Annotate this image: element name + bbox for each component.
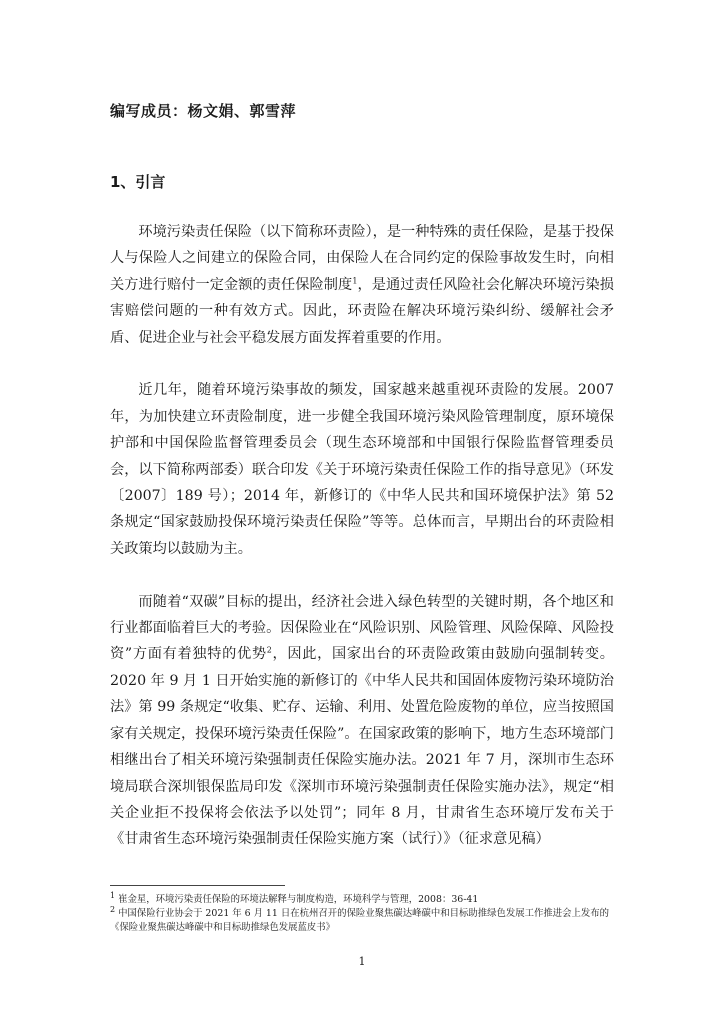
paragraph-3-text: 而随着“双碳”目标的提出，经济社会进入绿色转型的关键时期，各个地区和行业都面临着巨大的考验。因保险业在“风险识别、风险管理、风险保障、风险投资”方面有着独特的优势 xyxy=(110,593,614,663)
paragraph-2: 近几年，随着环境污染事故的频发，国家越来越重视环责险的发展。2007年，为加快建立环责险制度，进一步健全我国环境污染风险管理制度，原环境保护部和中国保险监督管理委员会（现生态环境部和中国银行保险监督管理委员会，以下简称两部委）联合印发《关于环境污染责任保险工作的指导意见》（环发〔2007〕189 号）；2014 年，新修订的《中华人民共和国环境保护法》第 52 条规定“国家鼓励投保环境污染责任保险”等等。总体而言，早期出台的环责险相关政策均以鼓励为主。 xyxy=(110,382,614,557)
footnote-1 xyxy=(110,890,620,907)
page-number: 1 xyxy=(358,955,366,968)
footnote-ref-1: 1 xyxy=(352,276,358,286)
footnote-1-text: 崔金星，环境污染责任保险的环境法解释与制度构造，环境科学与管理，2008：36-41 xyxy=(118,894,479,905)
paragraph-1 xyxy=(110,219,614,351)
footnote-2 xyxy=(110,904,620,935)
paragraph-3-text-continued: ，因此，国家出台的环责险政策由鼓励向强制转变。2020 年 9 月 1 日开始实施的新修订的《中华人民共和国固体废物污染环境防治法》第 99 条规定“收集、贮存、运输、利用、处置危险废物的单位，应当按照国家有关规定，投保环境污染责任保险”。在国家政策的影响下，地方生态环境部门相继出台了相关环境污染强制责任保险实施办法。2021 年 7 月，深圳市生态环境局联合深圳银保监局印发《深圳市环境污染强制责任保险实施办法》，规定“相关企业拒不投保将会依法予以处罚”；同年 8 月，甘肃省生态环境厅发布关于《甘肃省生态环境污染强制责任保险实施方案（试行）》（征求意见稿） xyxy=(110,646,614,848)
body-text xyxy=(110,219,614,879)
footnote-1-number: 1 xyxy=(110,890,116,900)
footnote-2-text: 中国保险行业协会于 2021 年 6 月 11 日在杭州召开的保险业聚焦碳达峰碳中和目标助推绿色发展工作推进会上发布的《保险业聚焦碳达峰碳中和目标助推绿色发展蓝皮书》 xyxy=(110,908,609,933)
footnote-2-number: 2 xyxy=(110,904,116,914)
paragraph-1-text-continued: ，是通过责任风险社会化解决环境污染损害赔偿问题的一种有效方式。因此，环责险在解决环境污染纠纷、缓解社会矛盾、促进企业与社会平稳发展方面发挥着重要的作用。 xyxy=(110,276,614,346)
footnote-ref-2: 2 xyxy=(266,645,272,655)
paragraph-1-text: 环境污染责任保险（以下简称环责险），是一种特殊的责任保险，是基于投保人与保险人之间建立的保险合同，由保险人在合同约定的保险事故发生时，向相关方进行赔付一定金额的责任保险制度 xyxy=(110,224,614,293)
section-heading: 1、引言 xyxy=(110,173,166,191)
footnote-divider xyxy=(110,885,285,886)
authors-line: 编写成员：杨文娟、郭雪萍 xyxy=(110,102,297,120)
footnotes xyxy=(110,890,620,935)
paragraph-3 xyxy=(110,589,614,853)
